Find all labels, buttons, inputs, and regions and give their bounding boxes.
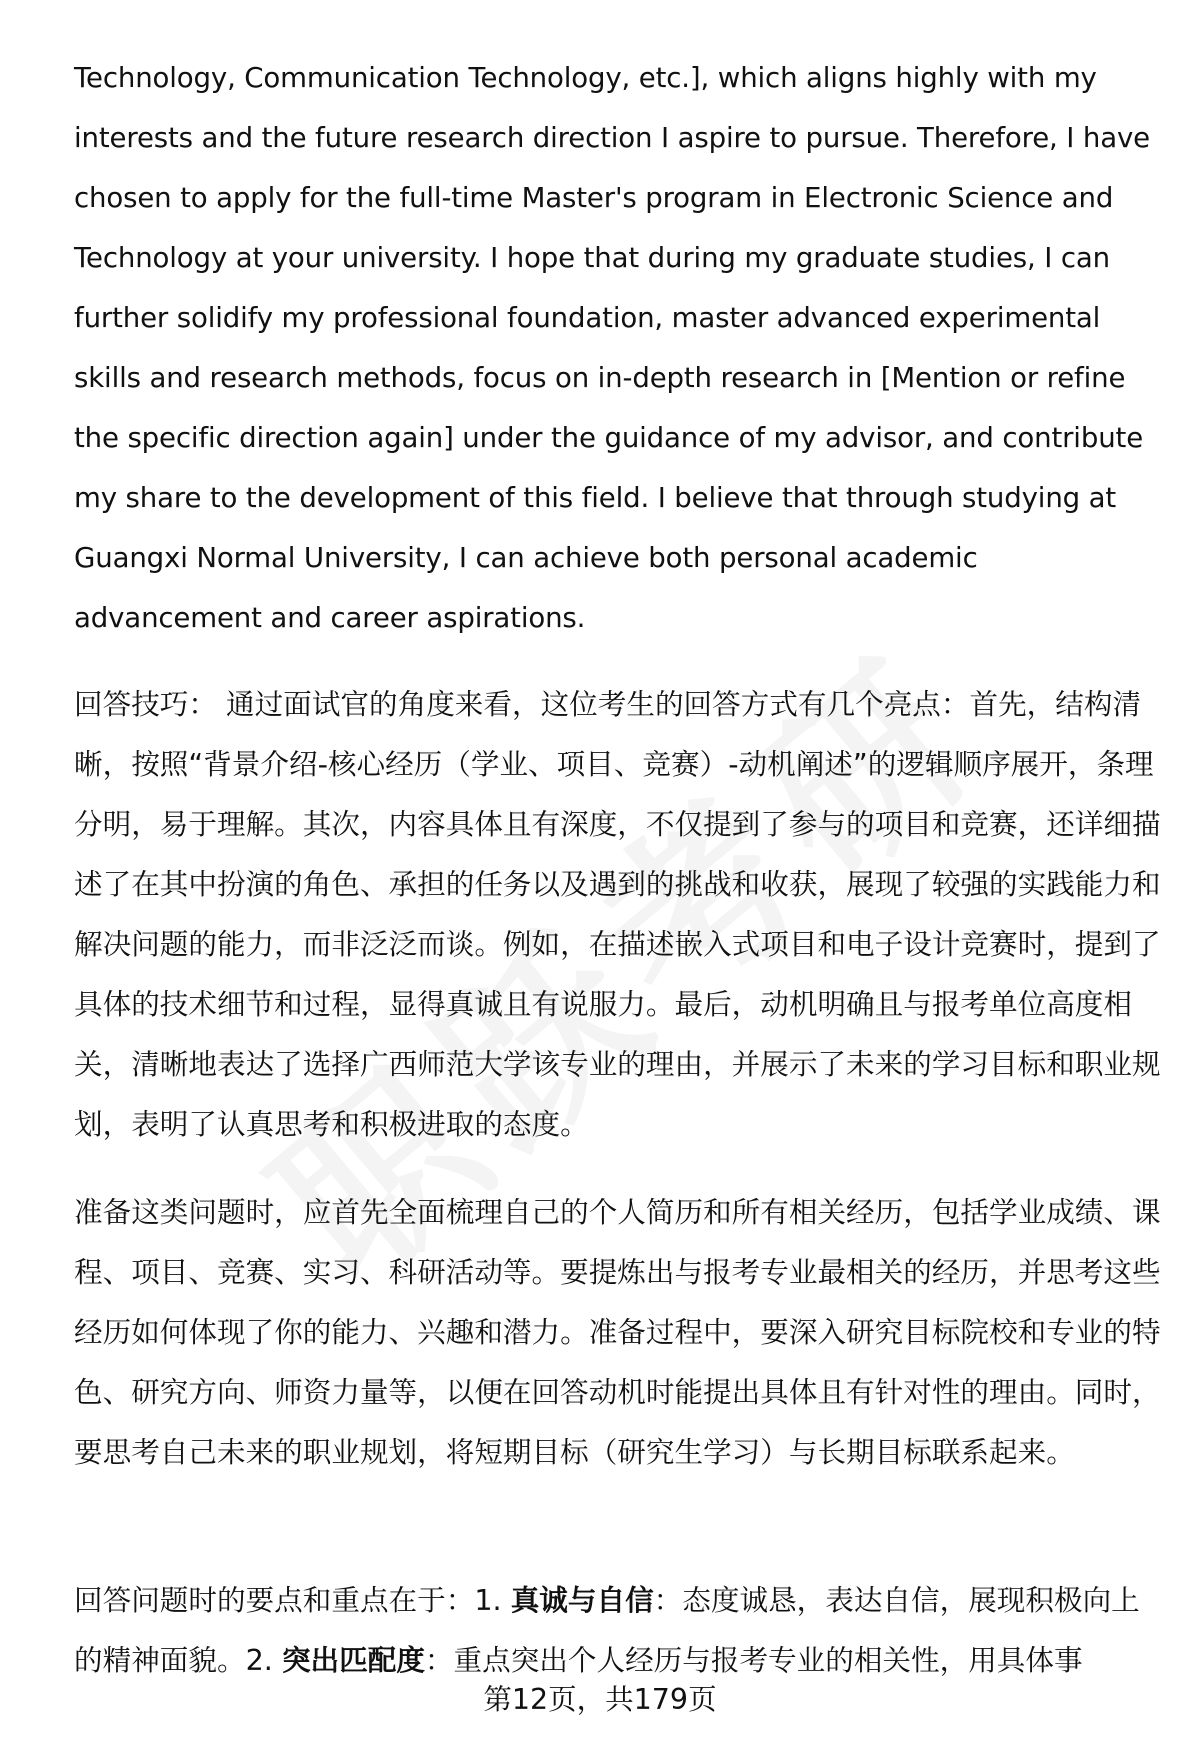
page-number-footer: 第12页，共179页 — [483, 1683, 717, 1716]
point-1-title: 真诚与自信 — [510, 1583, 654, 1617]
key-points-paragraph — [74, 1570, 1164, 1690]
english-answer-paragraph: Technology, Communication Technology, etc.], which aligns highly with my interests and the future research direction I aspire to pursue. Therefore, I have chosen to apply for the full-time Master's program in Electronic Science and Technology at your university. I hope that during my graduate studies, I can further solidify my professional foundation, master advanced experimental skills and research methods, focus on in-depth research in [Mention or refine the specific direction again] under the guidance of my advisor, and contribute my share to the development of this field. I believe that through studying at Guangxi Normal University, I can achieve both personal academic advancement and career aspirations. — [74, 61, 1151, 634]
point-2-text: ：重点突出个人经历与报考专业的相关性，用具体事 — [424, 1643, 1083, 1677]
answer-tips-paragraph: 回答技巧： 通过面试官的角度来看，这位考生的回答方式有几个亮点：首先，结构清晰，按照“背景介绍-核心经历（学业、项目、竞赛）-动机阐述”的逻辑顺序展开，条理分明，易于理解。其次，内容具体且有深度，不仅提到了参与的项目和竞赛，还详细描述了在其中扮演的角色、承担的任务以及遇到的挑战和收获，展现了较强的实践能力和解决问题的能力，而非泛泛而谈。例如，在描述嵌入式项目和电子设计竞赛时，提到了具体的技术细节和过程，显得真诚且有说服力。最后，动机明确且与报考单位高度相关，清晰地表达了选择广西师范大学该专业的理由，并展示了未来的学习目标和职业规划，表明了认真思考和积极进取的态度。 — [74, 687, 1161, 1141]
key-points-intro: 回答问题时的要点和重点在于：1. — [74, 1583, 511, 1617]
point-2-title: 突出匹配度 — [281, 1643, 425, 1677]
preparation-paragraph: 准备这类问题时，应首先全面梳理自己的个人简历和所有相关经历，包括学业成绩、课程、项目、竞赛、实习、科研活动等。要提炼出与报考专业最相关的经历，并思考这些经历如何体现了你的能力、兴趣和潜力。准备过程中，要深入研究目标院校和专业的特色、研究方向、师资力量等，以便在回答动机时能提出具体且有针对性的理由。同时，要思考自己未来的职业规划，将短期目标（研究生学习）与长期目标联系起来。 — [74, 1195, 1161, 1469]
point-1-text: ：态度诚恳，表达自信，展现积极向上的精神面貌。2. — [74, 1583, 1140, 1677]
